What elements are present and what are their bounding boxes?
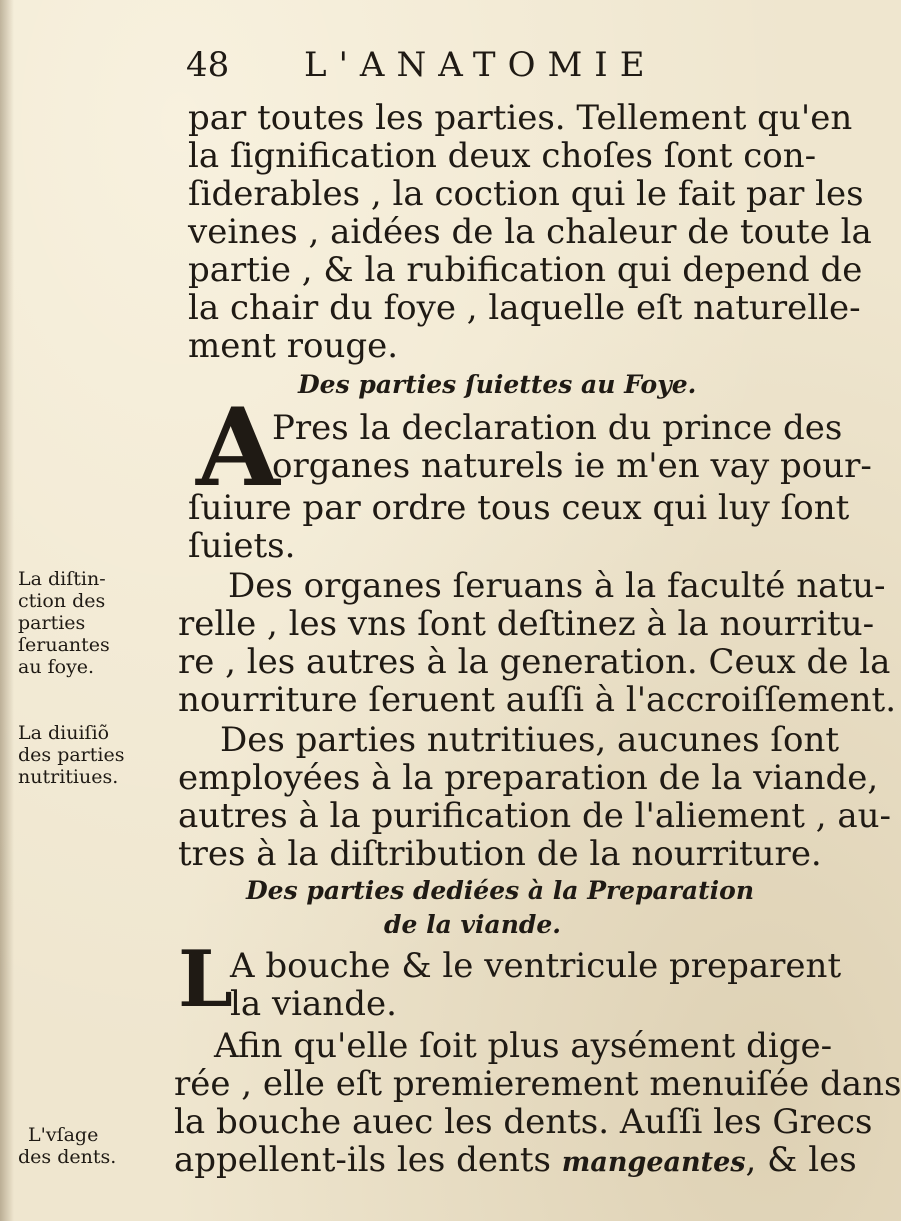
margin-note (18, 722, 124, 788)
text-line: par toutes les parties. Tellement qu'en (188, 98, 853, 138)
section-heading: Des parties ſuiettes au Foye. (298, 370, 697, 399)
text-line: employées à la preparation de la viande, (178, 758, 879, 798)
margin-note-line: La diuiſiõ (18, 722, 110, 744)
drop-cap: L (178, 934, 233, 1025)
drop-cap: A (196, 385, 280, 511)
text-line: partie , & la rubification qui depend de (188, 250, 863, 290)
text-line: ſuiure par ordre tous ceux qui luy ſont (188, 488, 850, 528)
text-run: , & les (745, 1140, 857, 1180)
text-line: ſuiets. (188, 526, 296, 566)
text-line: ment rouge. (188, 326, 399, 366)
margin-note-line: nutritiues. (18, 766, 119, 788)
text-run: appellent-ils les dents (174, 1140, 562, 1180)
text-line: re , les autres à la generation. Ceux de la (178, 642, 891, 682)
text-line: autres à la purification de l'aliement , au- (178, 796, 892, 836)
text-line: la ſignification deux choſes ſont con- (188, 136, 817, 176)
margin-note-line: La diſtin- (18, 568, 106, 590)
margin-note-line: des parties (18, 744, 125, 766)
section-heading: Des parties dediées à la Preparation (246, 876, 755, 905)
margin-note-line: au foye. (18, 656, 95, 678)
page-number: 48 (186, 45, 230, 85)
margin-note-line: ction des (18, 590, 106, 612)
text-line: Des organes ſeruans à la faculté natu- (228, 566, 886, 606)
section-heading: de la viande. (384, 910, 561, 939)
margin-note (18, 568, 110, 678)
text-line: tres à la diſtribution de la nourriture. (178, 834, 822, 874)
text-line: veines , aidées de la chaleur de toute la (188, 212, 872, 252)
text-line: Afin qu'elle ſoit plus aysément dige- (214, 1026, 833, 1066)
text-line: nourriture ſeruent auſſi à l'accroiſſement. (178, 680, 897, 720)
text-line: la viande. (230, 984, 397, 1024)
margin-note-line: ſeruantes (18, 634, 110, 656)
margin-note (18, 1124, 116, 1168)
margin-note-line: parties (18, 612, 86, 634)
text-line: organes naturels ie m'en vay pour- (272, 446, 872, 486)
text-line: ſiderables , la coction qui le fait par les (188, 174, 864, 214)
text-line: la bouche auec les dents. Auſſi les Grecs (174, 1102, 873, 1142)
italic-word: mangeantes (561, 1147, 746, 1178)
running-title: L'ANATOMIE (304, 45, 657, 85)
text-line: Des parties nutritiues, aucunes ſont (220, 720, 840, 760)
text-line: rée , elle eſt premierement menuiſée dans (174, 1064, 901, 1104)
text-line: relle , les vns ſont deſtinez à la nourritu- (178, 604, 875, 644)
text-line: A bouche & le ventricule preparent (230, 946, 842, 986)
text-line: la chair du foye , laquelle eſt naturelle- (188, 288, 861, 328)
page-gutter-shadow (0, 0, 14, 1221)
margin-note-line: des dents. (18, 1146, 117, 1168)
margin-note-line: L'vſage (28, 1124, 99, 1146)
text-line (174, 1140, 857, 1183)
text-line: Pres la declaration du prince des (272, 408, 843, 448)
page-header (186, 45, 746, 95)
